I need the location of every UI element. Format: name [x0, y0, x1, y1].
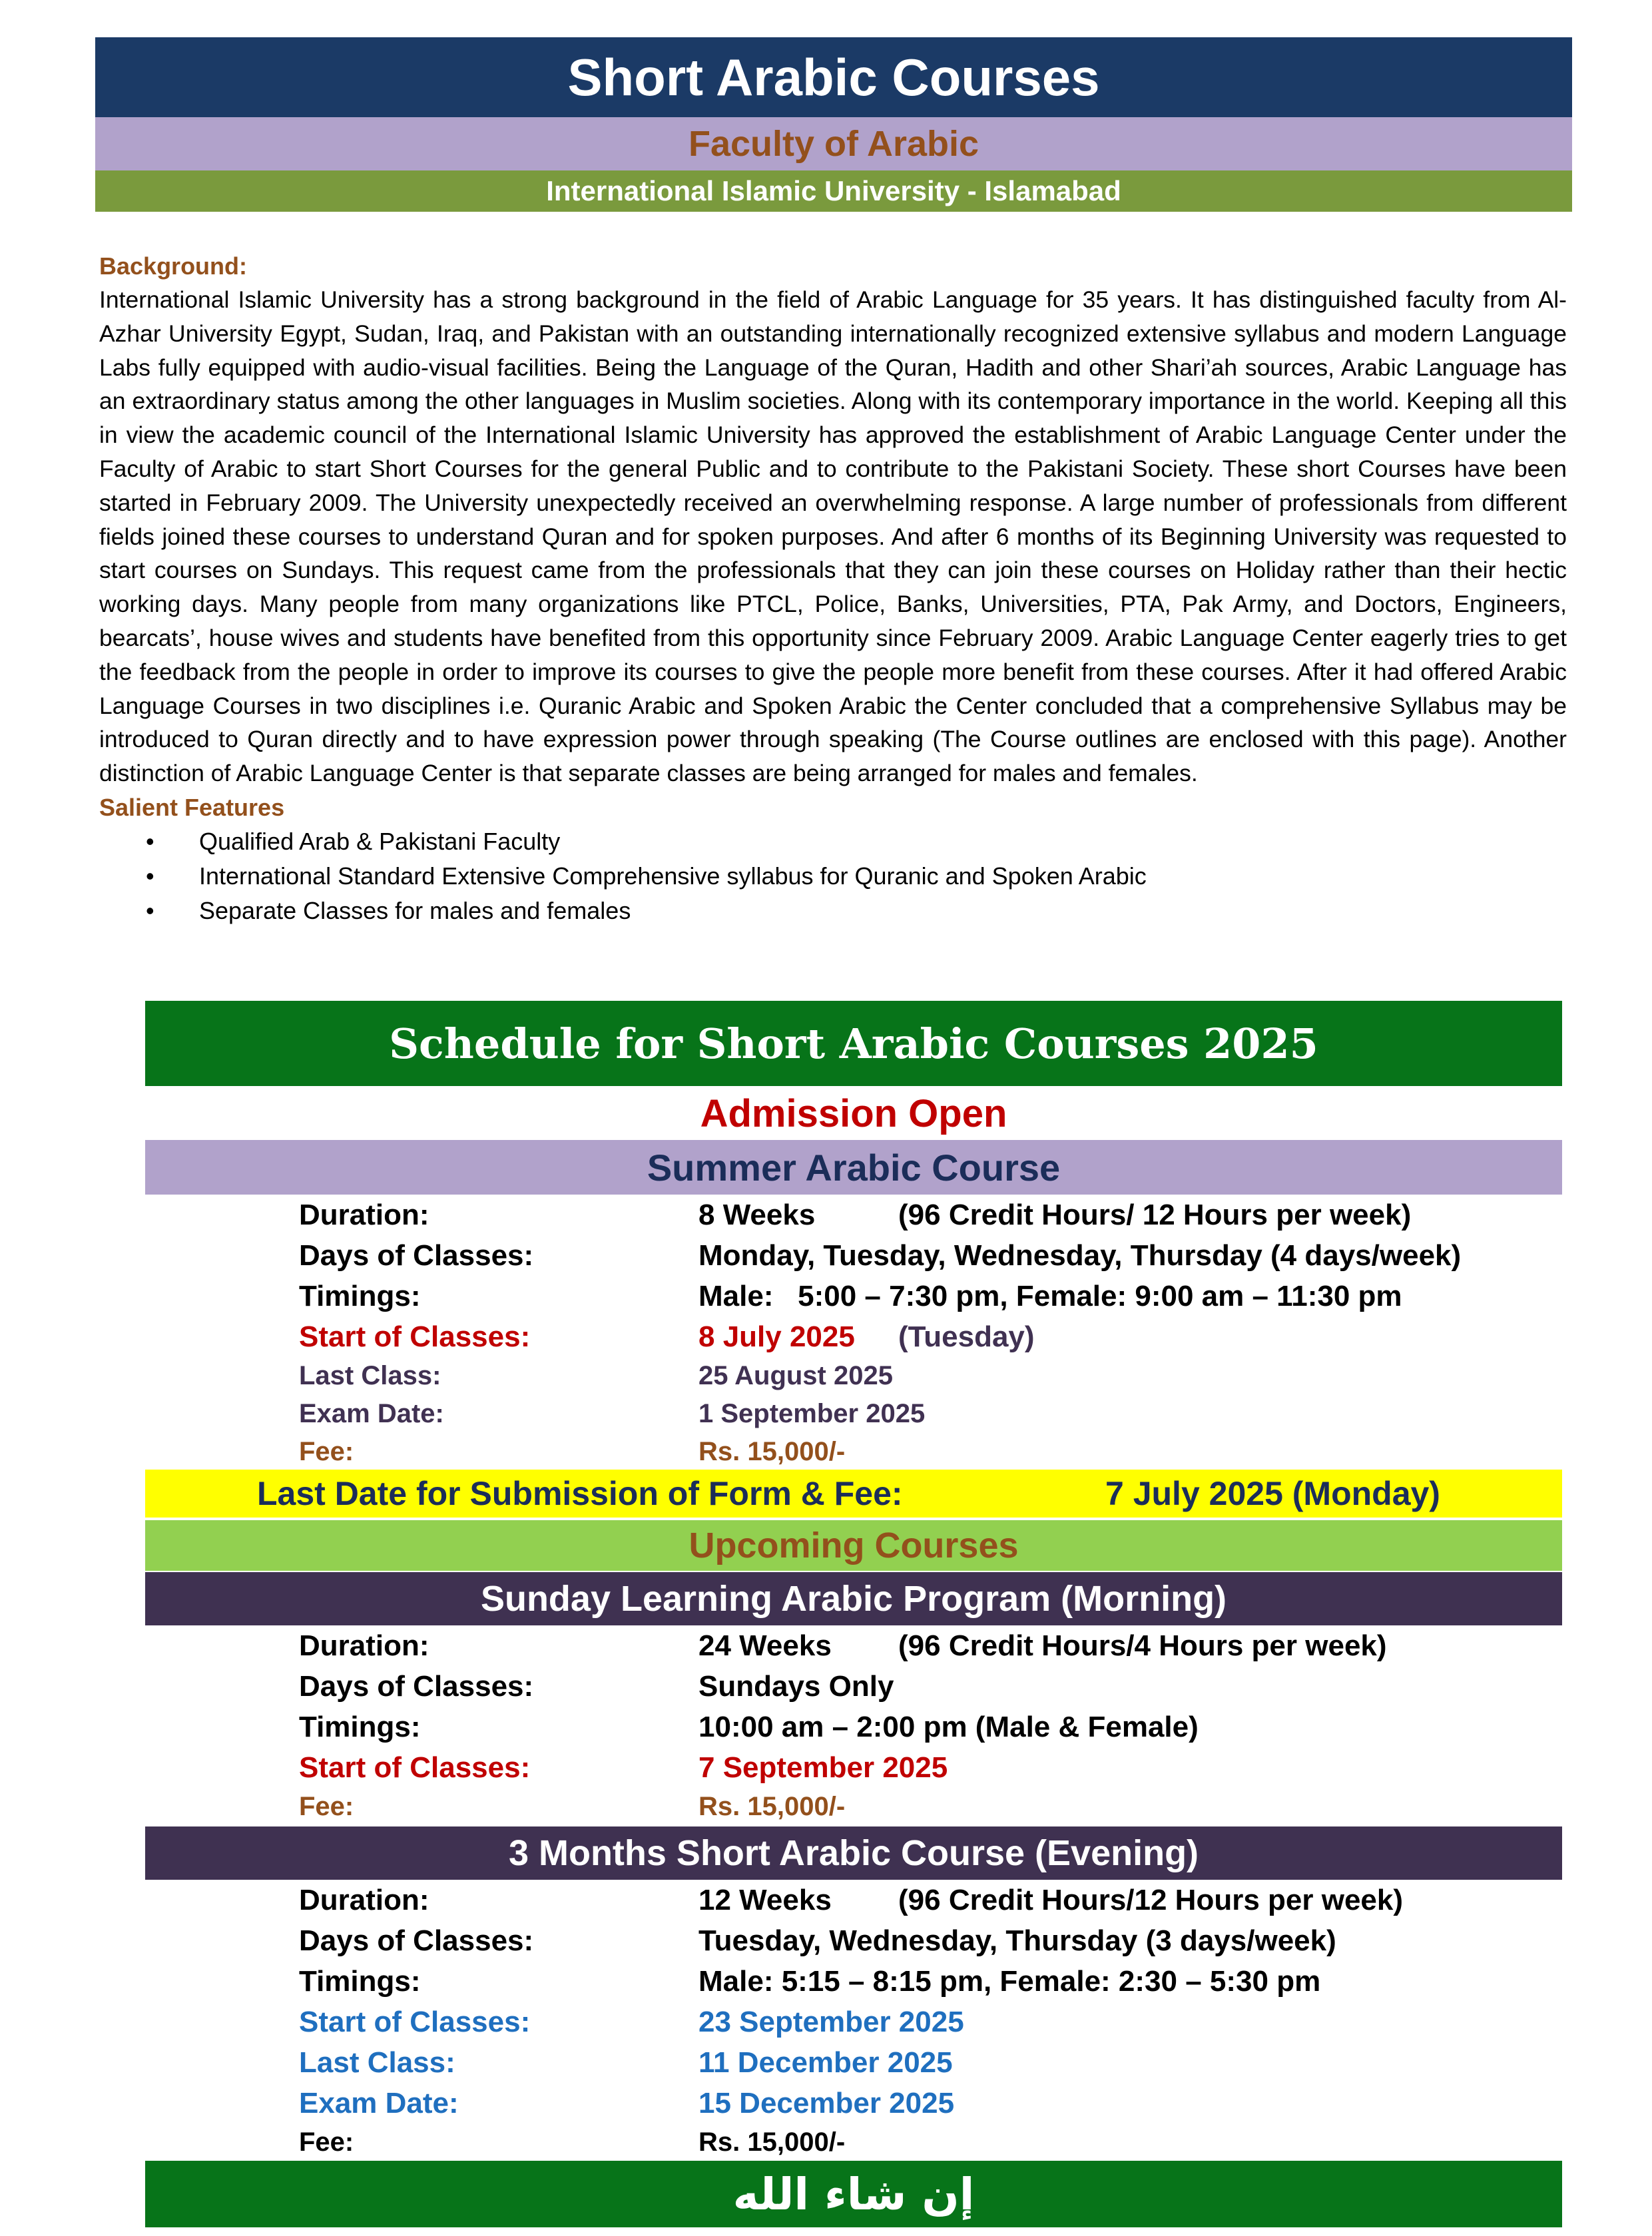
summer-exam-row [299, 1395, 1564, 1433]
fee-value: Rs. 15,000/- [698, 2127, 846, 2157]
list-item: • Separate Classes for males and females [199, 894, 1567, 928]
duration-value: 24 Weeks [698, 1629, 832, 1662]
fee-value: Rs. 15,000/- [698, 1792, 846, 1821]
faculty-name: Faculty of Arabic [95, 117, 1572, 170]
exam-value: 1 September 2025 [698, 1399, 926, 1428]
sunday-fee-row [299, 1788, 1564, 1826]
fee-value: Rs. 15,000/- [698, 1437, 846, 1466]
duration-value: 12 Weeks [698, 1884, 832, 1916]
days-value: Monday, Tuesday, Wednesday, Thursday (4 days/week) [698, 1239, 1462, 1272]
duration-extra: (96 Credit Hours/4 Hours per week) [898, 1629, 1387, 1662]
timings-label: Timings: [299, 1280, 421, 1312]
exam-label: Exam Date: [299, 1399, 444, 1428]
duration-value: 8 Weeks [698, 1199, 816, 1231]
duration-extra: (96 Credit Hours/ 12 Hours per week) [898, 1199, 1412, 1231]
timings-value: 10:00 am – 2:00 pm (Male & Female) [698, 1711, 1199, 1743]
start-label: Start of Classes: [299, 2006, 531, 2038]
days-value: Tuesday, Wednesday, Thursday (3 days/week) [698, 1924, 1336, 1957]
exam-label: Exam Date: [299, 2087, 459, 2119]
start-value: 7 September 2025 [698, 1751, 948, 1784]
timings-value: Male: 5:00 – 7:30 pm, Female: 9:00 am – 11:30 pm [698, 1280, 1402, 1312]
background-text: International Islamic University has a strong background in the field of Arabic Language for 35 years. It has distinguished faculty from Al-Azhar University Egypt, Sudan, Iraq, and Pakistan with an outstanding internationally recognized extensive syllabus and modern Language Labs fully equipped with audio-visual facilities. Being the Language of the Quran, Hadith and other Shari’ah sources, Arabic Language has an extraordinary status among the other languages in Muslim societies. Along with its contemporary importance in the world. Keeping all this in view the academic council of the International Islamic University has approved the establishment of Arabic Language Center under the Faculty of Arabic to start Short Courses for the general Public and to contribute to the Pakistani Society. These short Courses have been started in February 2009. The University unexpectedly received an overwhelming response. A large number of professionals from different fields joined these courses to understand Quran and for spoken purposes. And after 6 months of its Beginning University was requested to start courses on Sundays. This request came from the professionals that they can join these courses on Holiday rather than their hectic working days. Many people from many organizations like PTCL, Police, Banks, Universities, PTA, Pak Army, and Doctors, Engineers, bearcats’, house wives and students have benefited from this opportunity since February 2009. Arabic Language Center eagerly tries to get the feedback from the people in order to improve its courses to give the people more benefit from these courses. After it had offered Arabic Language Courses in two disciplines i.e. Quranic Arabic and Spoken Arabic the Center concluded that a comprehensive Syllabus may be introduced to Quran directly and to have expression power through speaking (The Course outlines are enclosed with this page). Another distinction of Arabic Language Center is that separate classes are being arranged for males and females. [99, 286, 1567, 787]
summer-last-class-row [299, 1357, 1564, 1395]
timings-label: Timings: [299, 1965, 421, 1998]
duration-label: Duration: [299, 1884, 429, 1916]
sunday-days-row [299, 1666, 1564, 1707]
evening-exam-row [299, 2083, 1564, 2123]
summer-days-row [299, 1235, 1564, 1276]
summer-duration-row [299, 1195, 1564, 1235]
page-title: Short Arabic Courses [95, 37, 1572, 117]
start-value: 23 September 2025 [698, 2006, 964, 2038]
duration-extra: (96 Credit Hours/12 Hours per week) [898, 1884, 1404, 1916]
evening-days-row [299, 1920, 1564, 1961]
timings-value: Male: 5:15 – 8:15 pm, Female: 2:30 – 5:30 pm [698, 1965, 1321, 1998]
summer-timings-row [299, 1276, 1564, 1316]
evening-course-details [299, 1880, 1564, 2161]
sunday-duration-row [299, 1625, 1564, 1666]
evening-timings-row [299, 1961, 1564, 2002]
sunday-course-title: Sunday Learning Arabic Program (Morning) [145, 1572, 1562, 1625]
last-class-label: Last Class: [299, 2046, 455, 2079]
exam-value: 15 December 2025 [698, 2087, 955, 2119]
timings-label: Timings: [299, 1711, 421, 1743]
fee-label: Fee: [299, 1437, 354, 1466]
deadline-label: Last Date for Submission of Form & Fee: [257, 1475, 903, 1512]
evening-last-class-row [299, 2042, 1564, 2083]
evening-fee-row [299, 2123, 1564, 2161]
fee-label: Fee: [299, 1792, 354, 1821]
duration-label: Duration: [299, 1199, 429, 1231]
start-label: Start of Classes: [299, 1751, 531, 1784]
upcoming-courses-heading: Upcoming Courses [145, 1520, 1562, 1571]
duration-label: Duration: [299, 1629, 429, 1662]
start-value: 8 July 2025 [698, 1320, 855, 1353]
background-heading: Background: [99, 252, 248, 280]
fee-label: Fee: [299, 2127, 354, 2157]
schedule-title: Schedule for Short Arabic Courses 2025 [145, 1001, 1562, 1086]
deadline-value: 7 July 2025 (Monday) [1105, 1475, 1440, 1512]
background-section [99, 249, 1567, 928]
features-list [99, 824, 1567, 928]
days-label: Days of Classes: [299, 1924, 534, 1957]
summer-start-row [299, 1316, 1564, 1357]
sunday-timings-row [299, 1707, 1564, 1747]
days-label: Days of Classes: [299, 1670, 534, 1703]
evening-course-title: 3 Months Short Arabic Course (Evening) [145, 1826, 1562, 1880]
list-item: • International Standard Extensive Comprehensive syllabus for Quranic and Spoken Arabic [199, 859, 1567, 894]
evening-duration-row [299, 1880, 1564, 1920]
features-heading: Salient Features [99, 793, 285, 821]
start-label: Start of Classes: [299, 1320, 531, 1353]
summer-course-title: Summer Arabic Course [145, 1140, 1562, 1195]
evening-start-row [299, 2002, 1564, 2042]
start-day: (Tuesday) [898, 1320, 1035, 1353]
days-label: Days of Classes: [299, 1239, 534, 1272]
university-name: International Islamic University - Islamabad [95, 170, 1572, 212]
closing-phrase: إن شاء الله [145, 2161, 1562, 2227]
days-value: Sundays Only [698, 1670, 894, 1703]
deadline-band [145, 1470, 1562, 1518]
last-class-value: 11 December 2025 [698, 2046, 953, 2079]
sunday-start-row [299, 1747, 1564, 1788]
admission-open: Admission Open [700, 1091, 1007, 1135]
summer-course-details [299, 1195, 1564, 1471]
last-class-value: 25 August 2025 [698, 1361, 893, 1390]
summer-fee-row [299, 1433, 1564, 1471]
sunday-course-details [299, 1625, 1564, 1826]
last-class-label: Last Class: [299, 1361, 441, 1390]
list-item: • Qualified Arab & Pakistani Faculty [199, 824, 1567, 859]
